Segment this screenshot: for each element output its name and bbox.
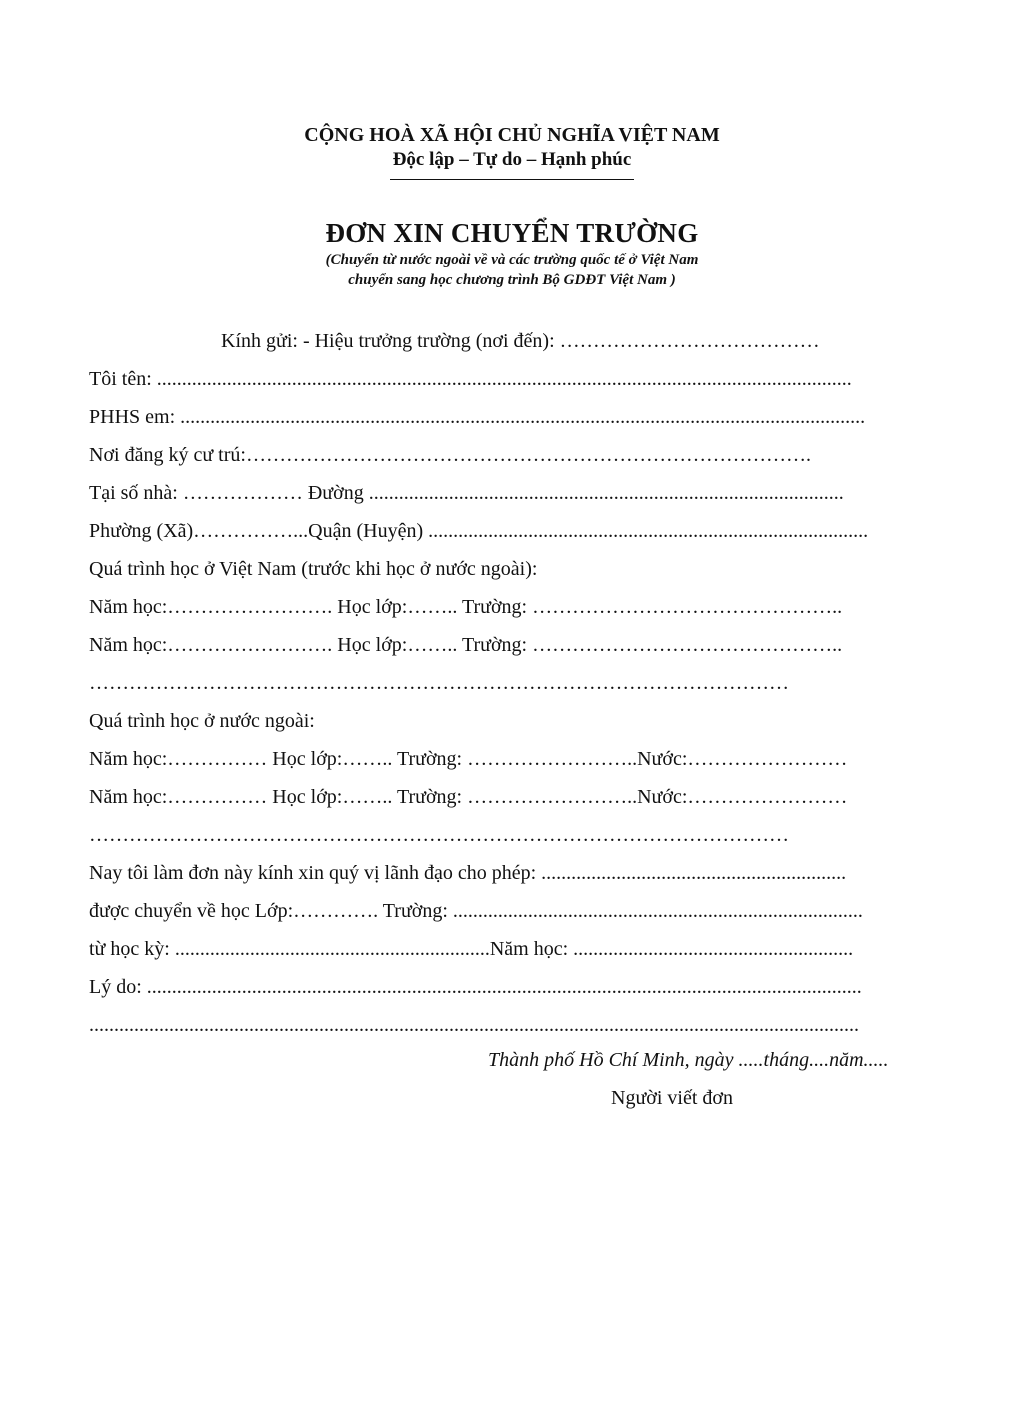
form-line-full-name: Tôi tên: ........................................................................................................................................... — [89, 368, 852, 390]
form-line-vn-year-2: Năm học:……………………. Học lớp:…….. Trường: ……………………………………….. — [89, 634, 843, 656]
form-line-abroad-year-1: Năm học:…………… Học lớp:…….. Trường: ……………………..Nước:…………………… — [89, 748, 848, 770]
place-date: Thành phố Hồ Chí Minh, ngày .....tháng....năm..... — [488, 1049, 889, 1071]
form-line-request: Nay tôi làm đơn này kính xin quý vị lãnh đạo cho phép: ............................................................. — [89, 862, 847, 884]
form-line-vn-extra: …………………………………………………………………………………………… — [89, 672, 789, 694]
form-line-ward-district: Phường (Xã)……………...Quận (Huyện) ........................................................................................ — [89, 520, 869, 542]
form-line-vn-history-heading: Quá trình học ở Việt Nam (trước khi học ở nước ngoài): — [89, 558, 538, 580]
form-line-abroad-year-2: Năm học:…………… Học lớp:…….. Trường: ……………………..Nước:…………………… — [89, 786, 848, 808]
form-line-abroad-extra: …………………………………………………………………………………………… — [89, 824, 789, 846]
form-line-vn-year-1: Năm học:……………………. Học lớp:…….. Trường: ……………………………………….. — [89, 596, 843, 618]
form-subtitle-line-2: chuyển sang học chương trình Bộ GDĐT Việt Nam ) — [348, 272, 676, 288]
form-line-parent: PHHS em: ......................................................................................................................................... — [89, 406, 866, 428]
heading-divider — [390, 179, 634, 180]
form-line-reason: Lý do: ............................................................................................................................................... — [89, 976, 862, 998]
form-line-transfer-class: được chuyển về học Lớp:…………. Trường: .................................................................................. — [89, 900, 863, 922]
national-heading: CỘNG HOÀ XÃ HỘI CHỦ NGHĨA VIỆT NAM — [304, 124, 720, 146]
form-line-abroad-history-heading: Quá trình học ở nước ngoài: — [89, 710, 315, 732]
form-line-residence: Nơi đăng ký cư trú:…………………………………………………………………………. — [89, 444, 811, 466]
signature-label: Người viết đơn — [611, 1087, 733, 1109]
form-line-semester: từ học kỳ: ...............................................................Năm học: ........................................................ — [89, 938, 854, 960]
form-subtitle-line-1: (Chuyển từ nước ngoài về và các trường quốc tế ở Việt Nam — [325, 252, 699, 268]
form-line-reason-continued: .......................................................................................................................................................... — [89, 1014, 859, 1036]
form-line-house-street: Tại số nhà: ……………… Đường ............................................................................................... — [89, 482, 844, 504]
motto: Độc lập – Tự do – Hạnh phúc — [392, 149, 632, 170]
form-title: ĐƠN XIN CHUYỂN TRƯỜNG — [325, 218, 699, 248]
recipient-line: Kính gửi: - Hiệu trưởng trường (nơi đến): ………………………………… — [221, 330, 820, 352]
